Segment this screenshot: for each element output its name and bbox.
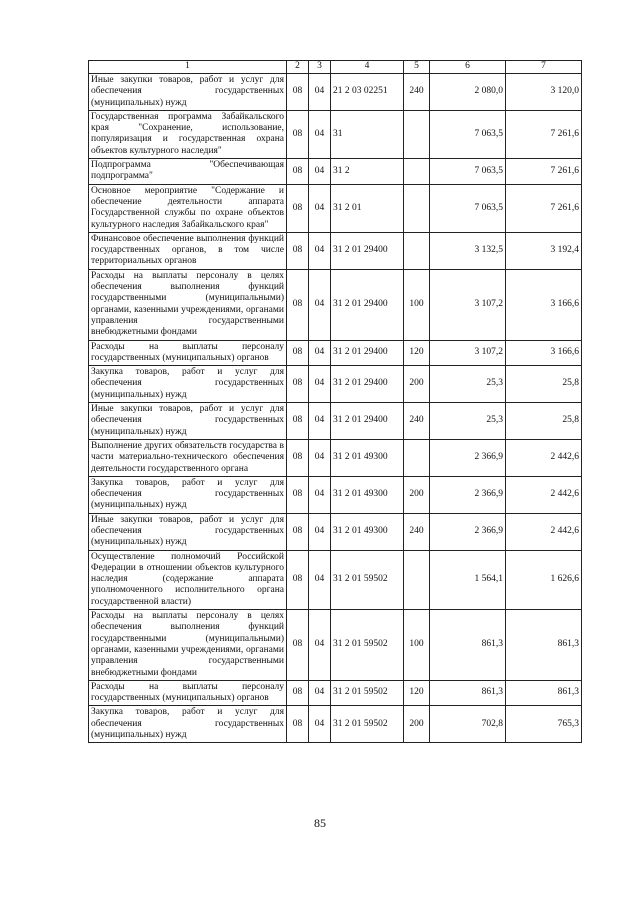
section-code-cell: 08 xyxy=(287,74,309,111)
amount-year-2-cell: 1 626,6 xyxy=(506,550,582,609)
subsection-code-cell: 04 xyxy=(309,159,331,185)
section-code-cell: 08 xyxy=(287,340,309,366)
amount-year-1-cell: 2 366,9 xyxy=(430,476,506,513)
table-row xyxy=(89,439,582,476)
amount-year-1-cell: 3 107,2 xyxy=(430,340,506,366)
amount-year-2-cell: 3 166,6 xyxy=(506,269,582,340)
header-cell-4: 4 xyxy=(331,61,404,74)
expense-type-cell xyxy=(404,184,430,232)
subsection-code-cell: 04 xyxy=(309,706,331,743)
expense-type-cell xyxy=(404,110,430,158)
target-article-cell: 31 2 01 49300 xyxy=(331,513,404,550)
header-cell-6: 6 xyxy=(430,61,506,74)
row-name-cell: Расходы на выплаты персоналу в целях обеспечения выполнения функций государственными (муниципальными) органами, казенными учреждениями, органами управления государственными внебюджетными фондами xyxy=(89,269,287,340)
row-name-cell: Иные закупки товаров, работ и услуг для обеспечения государственных (муниципальных) нужд xyxy=(89,513,287,550)
expense-type-cell: 200 xyxy=(404,706,430,743)
target-article-cell: 31 2 01 29400 xyxy=(331,269,404,340)
subsection-code-cell: 04 xyxy=(309,550,331,609)
target-article-cell: 31 2 01 29400 xyxy=(331,232,404,269)
section-code-cell: 08 xyxy=(287,184,309,232)
amount-year-1-cell: 3 107,2 xyxy=(430,269,506,340)
amount-year-2-cell: 3 120,0 xyxy=(506,74,582,111)
expense-type-cell xyxy=(404,550,430,609)
row-name-cell: Закупка товаров, работ и услуг для обеспечения государственных (муниципальных) нужд xyxy=(89,476,287,513)
section-code-cell: 08 xyxy=(287,513,309,550)
amount-year-2-cell: 7 261,6 xyxy=(506,110,582,158)
section-code-cell: 08 xyxy=(287,550,309,609)
table-row xyxy=(89,184,582,232)
page-number: 85 xyxy=(314,816,326,830)
row-name-cell: Закупка товаров, работ и услуг для обеспечения государственных (муниципальных) нужд xyxy=(89,706,287,743)
amount-year-2-cell: 2 442,6 xyxy=(506,513,582,550)
expense-type-cell: 200 xyxy=(404,366,430,403)
expense-type-cell: 240 xyxy=(404,513,430,550)
amount-year-1-cell: 7 063,5 xyxy=(430,110,506,158)
row-name-cell: Расходы на выплаты персоналу государственных (муниципальных) органов xyxy=(89,680,287,706)
table-row xyxy=(89,403,582,440)
table-row xyxy=(89,232,582,269)
row-name-cell: Иные закупки товаров, работ и услуг для обеспечения государственных (муниципальных) нужд xyxy=(89,403,287,440)
target-article-cell: 31 2 xyxy=(331,159,404,185)
subsection-code-cell: 04 xyxy=(309,439,331,476)
budget-table-body xyxy=(89,61,582,743)
amount-year-2-cell: 861,3 xyxy=(506,680,582,706)
target-article-cell: 31 2 01 29400 xyxy=(331,403,404,440)
section-code-cell: 08 xyxy=(287,232,309,269)
section-code-cell: 08 xyxy=(287,706,309,743)
section-code-cell: 08 xyxy=(287,366,309,403)
amount-year-1-cell: 702,8 xyxy=(430,706,506,743)
section-code-cell: 08 xyxy=(287,403,309,440)
expense-type-cell: 200 xyxy=(404,476,430,513)
expense-type-cell: 100 xyxy=(404,610,430,681)
target-article-cell: 31 2 01 59502 xyxy=(331,706,404,743)
expense-type-cell: 120 xyxy=(404,340,430,366)
amount-year-2-cell: 2 442,6 xyxy=(506,439,582,476)
amount-year-1-cell: 2 366,9 xyxy=(430,439,506,476)
section-code-cell: 08 xyxy=(287,269,309,340)
amount-year-1-cell: 25,3 xyxy=(430,403,506,440)
section-code-cell: 08 xyxy=(287,610,309,681)
header-cell-7: 7 xyxy=(506,61,582,74)
section-code-cell: 08 xyxy=(287,159,309,185)
target-article-cell: 31 2 01 29400 xyxy=(331,366,404,403)
target-article-cell: 21 2 03 02251 xyxy=(331,74,404,111)
subsection-code-cell: 04 xyxy=(309,340,331,366)
table-row xyxy=(89,269,582,340)
header-cell-1: 1 xyxy=(89,61,287,74)
subsection-code-cell: 04 xyxy=(309,110,331,158)
table-header-row xyxy=(89,61,582,74)
amount-year-2-cell: 7 261,6 xyxy=(506,184,582,232)
amount-year-1-cell: 2 080,0 xyxy=(430,74,506,111)
row-name-cell: Иные закупки товаров, работ и услуг для обеспечения государственных (муниципальных) нужд xyxy=(89,74,287,111)
row-name-cell: Подпрограмма "Обеспечивающая подпрограмма" xyxy=(89,159,287,185)
amount-year-2-cell: 765,3 xyxy=(506,706,582,743)
subsection-code-cell: 04 xyxy=(309,610,331,681)
row-name-cell: Основное мероприятие "Содержание и обеспечение деятельности аппарата Государственной службы по охране объектов культурного наследия Забайкальского края" xyxy=(89,184,287,232)
table-row xyxy=(89,110,582,158)
table-row xyxy=(89,680,582,706)
amount-year-1-cell: 861,3 xyxy=(430,680,506,706)
target-article-cell: 31 2 01 59502 xyxy=(331,610,404,681)
expense-type-cell: 240 xyxy=(404,403,430,440)
target-article-cell: 31 2 01 29400 xyxy=(331,340,404,366)
budget-table xyxy=(88,60,582,743)
row-name-cell: Расходы на выплаты персоналу в целях обеспечения выполнения функций государственными (муниципальными) органами, казенными учреждениями, органами управления государственными внебюджетными фондами xyxy=(89,610,287,681)
section-code-cell: 08 xyxy=(287,439,309,476)
section-code-cell: 08 xyxy=(287,110,309,158)
header-cell-3: 3 xyxy=(309,61,331,74)
row-name-cell: Расходы на выплаты персоналу государственных (муниципальных) органов xyxy=(89,340,287,366)
target-article-cell: 31 2 01 49300 xyxy=(331,439,404,476)
table-row xyxy=(89,159,582,185)
subsection-code-cell: 04 xyxy=(309,476,331,513)
amount-year-1-cell: 861,3 xyxy=(430,610,506,681)
amount-year-2-cell: 2 442,6 xyxy=(506,476,582,513)
amount-year-2-cell: 7 261,6 xyxy=(506,159,582,185)
table-row xyxy=(89,476,582,513)
subsection-code-cell: 04 xyxy=(309,680,331,706)
subsection-code-cell: 04 xyxy=(309,513,331,550)
amount-year-1-cell: 3 132,5 xyxy=(430,232,506,269)
subsection-code-cell: 04 xyxy=(309,403,331,440)
header-cell-5: 5 xyxy=(404,61,430,74)
amount-year-1-cell: 7 063,5 xyxy=(430,159,506,185)
row-name-cell: Закупка товаров, работ и услуг для обеспечения государственных (муниципальных) нужд xyxy=(89,366,287,403)
target-article-cell: 31 2 01 59502 xyxy=(331,680,404,706)
section-code-cell: 08 xyxy=(287,476,309,513)
subsection-code-cell: 04 xyxy=(309,232,331,269)
row-name-cell: Выполнение других обязательств государства в части материально-технического обеспечения деятельности государственного органа xyxy=(89,439,287,476)
amount-year-1-cell: 7 063,5 xyxy=(430,184,506,232)
expense-type-cell: 100 xyxy=(404,269,430,340)
target-article-cell: 31 2 01 xyxy=(331,184,404,232)
amount-year-2-cell: 25,8 xyxy=(506,366,582,403)
target-article-cell: 31 2 01 59502 xyxy=(331,550,404,609)
amount-year-2-cell: 25,8 xyxy=(506,403,582,440)
subsection-code-cell: 04 xyxy=(309,74,331,111)
subsection-code-cell: 04 xyxy=(309,269,331,340)
amount-year-2-cell: 3 192,4 xyxy=(506,232,582,269)
subsection-code-cell: 04 xyxy=(309,184,331,232)
row-name-cell: Осуществление полномочий Российской Федерации в отношении объектов культурного наследия (содержание аппарата уполномоченного исполнительного органа государственной власти) xyxy=(89,550,287,609)
target-article-cell: 31 xyxy=(331,110,404,158)
section-code-cell: 08 xyxy=(287,680,309,706)
row-name-cell: Финансовое обеспечение выполнения функций государственных органов, в том числе территориальных органов xyxy=(89,232,287,269)
table-row xyxy=(89,366,582,403)
table-row xyxy=(89,74,582,111)
expense-type-cell: 240 xyxy=(404,74,430,111)
target-article-cell: 31 2 01 49300 xyxy=(331,476,404,513)
row-name-cell: Государственная программа Забайкальского края "Сохранение, использование, популяризация и государственная охрана объектов культурного наследия" xyxy=(89,110,287,158)
amount-year-2-cell: 861,3 xyxy=(506,610,582,681)
amount-year-1-cell: 25,3 xyxy=(430,366,506,403)
header-cell-2: 2 xyxy=(287,61,309,74)
expense-type-cell xyxy=(404,232,430,269)
table-row xyxy=(89,513,582,550)
table-row xyxy=(89,550,582,609)
table-row xyxy=(89,610,582,681)
amount-year-1-cell: 1 564,1 xyxy=(430,550,506,609)
amount-year-2-cell: 3 166,6 xyxy=(506,340,582,366)
amount-year-1-cell: 2 366,9 xyxy=(430,513,506,550)
expense-type-cell xyxy=(404,159,430,185)
expense-type-cell: 120 xyxy=(404,680,430,706)
table-row xyxy=(89,706,582,743)
table-row xyxy=(89,340,582,366)
expense-type-cell xyxy=(404,439,430,476)
subsection-code-cell: 04 xyxy=(309,366,331,403)
